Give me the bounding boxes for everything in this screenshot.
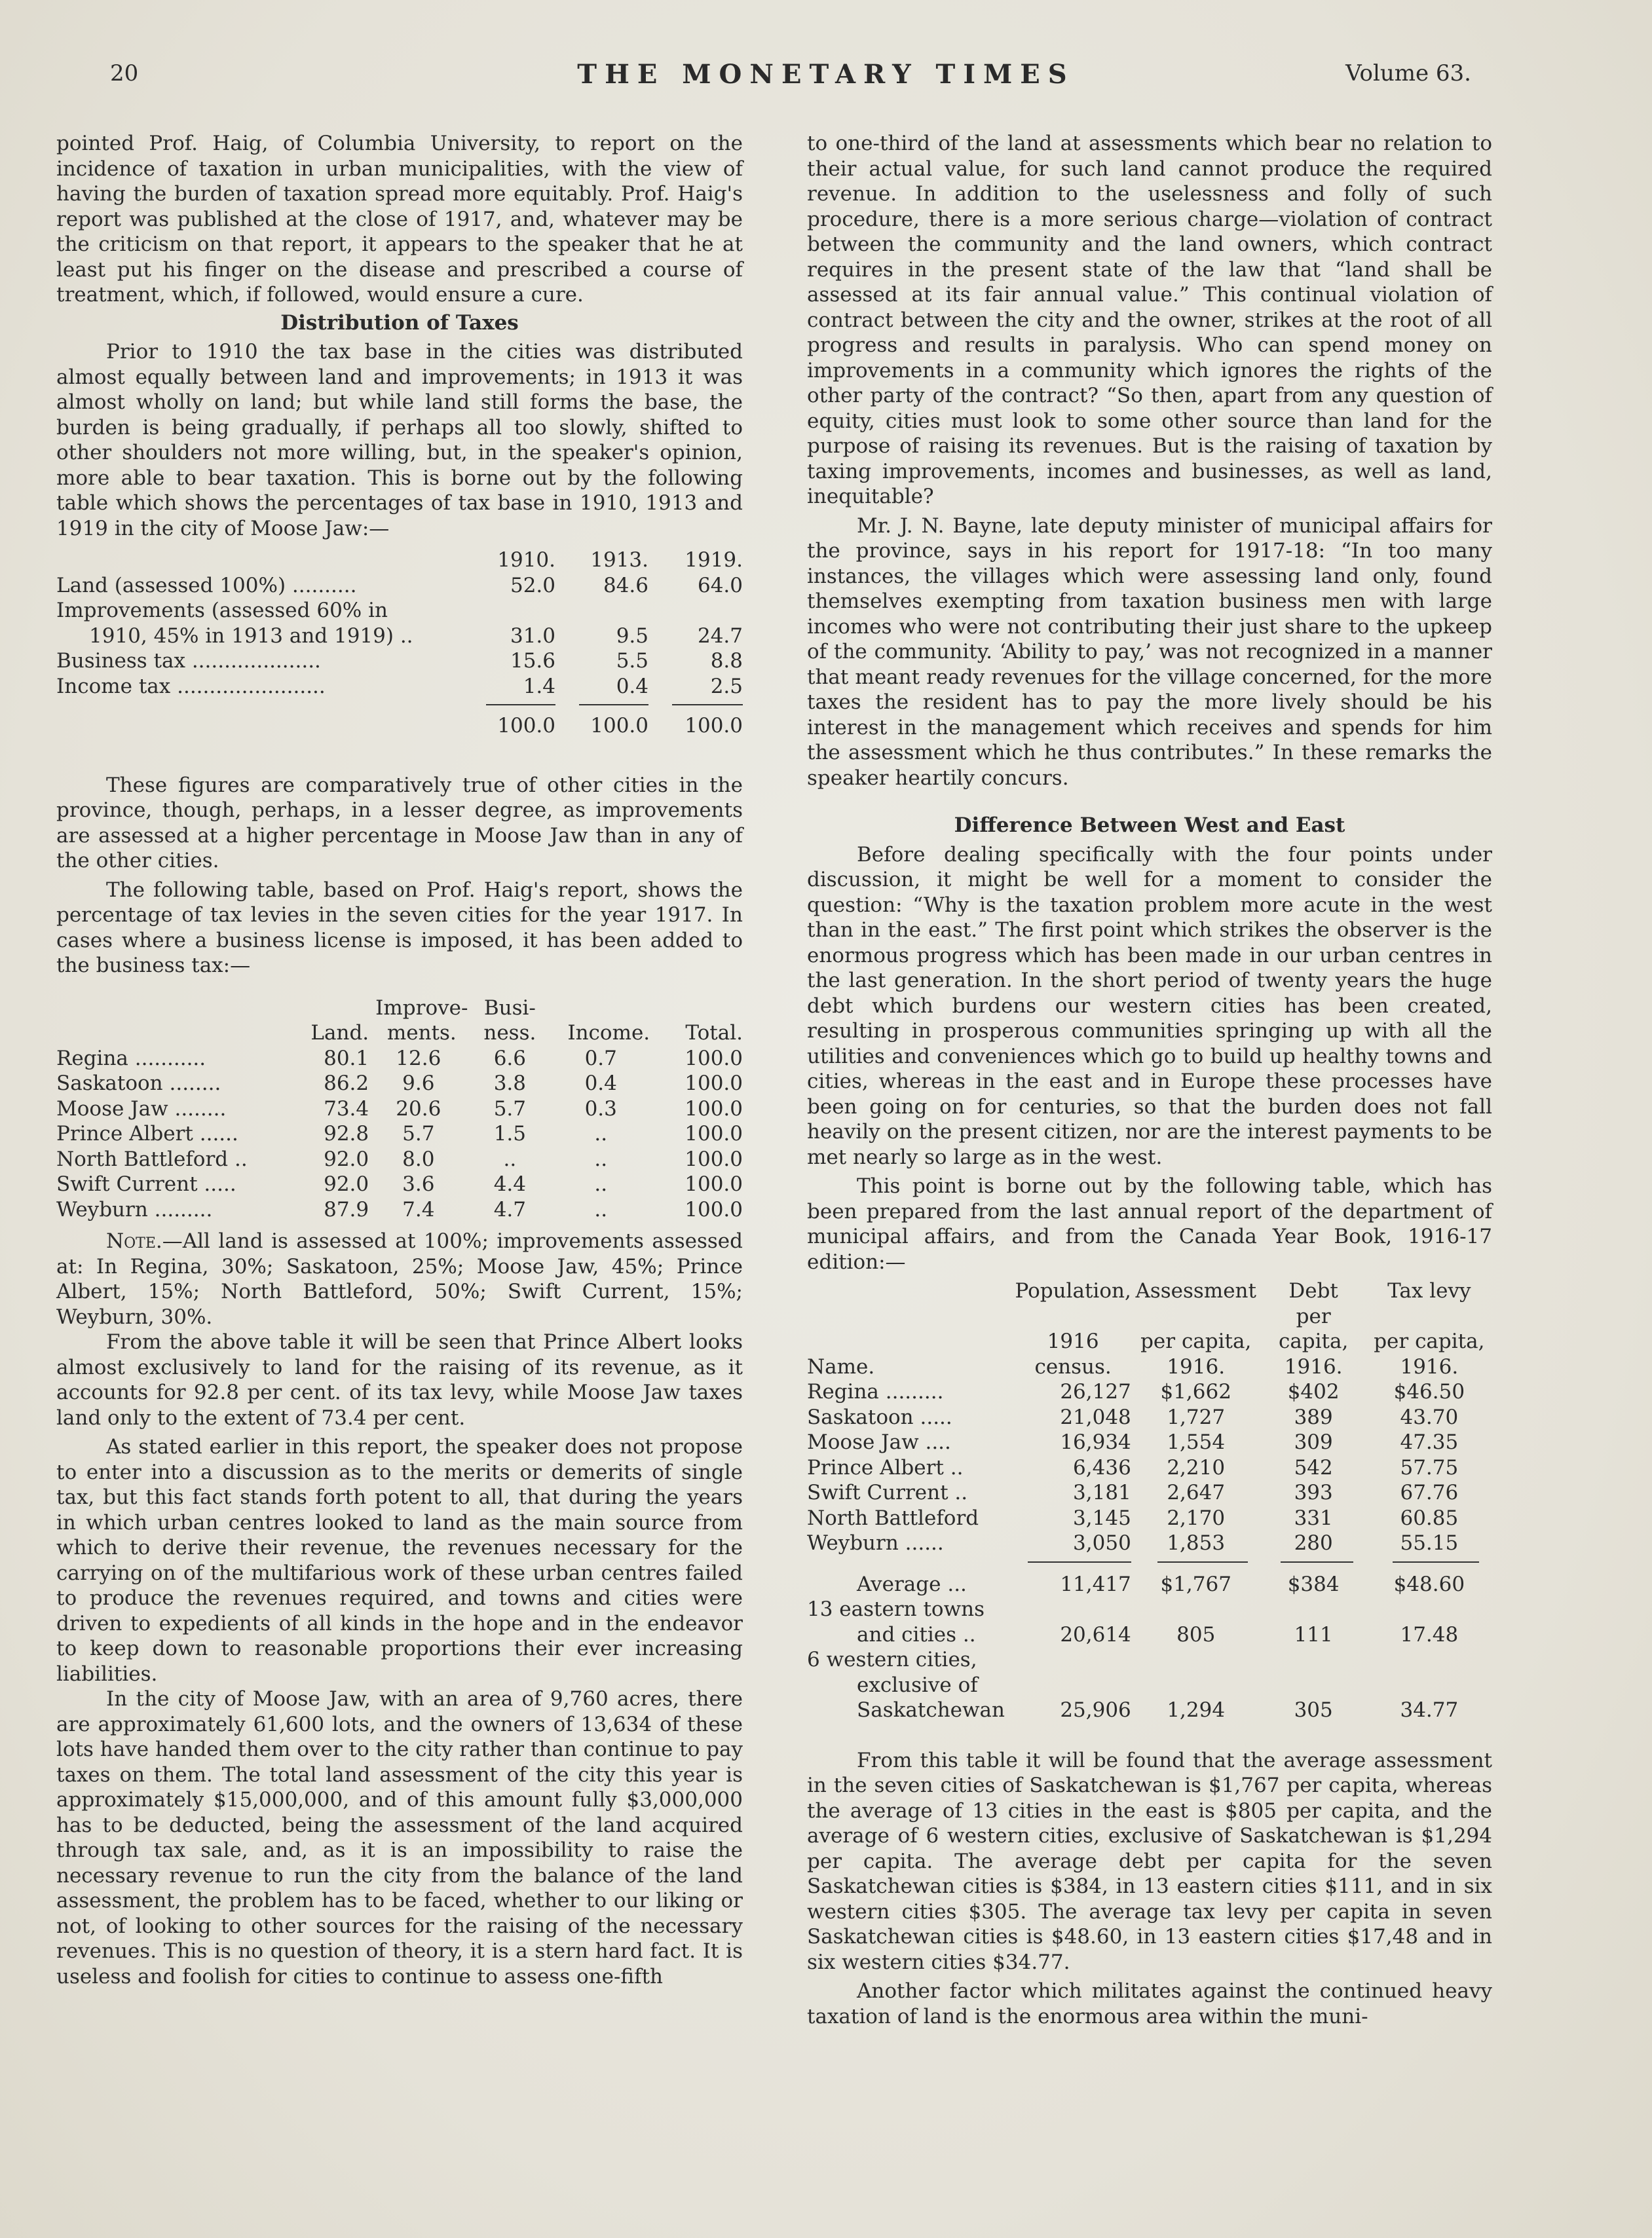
cell: 100.0: [685, 1122, 743, 1146]
cell: 67.76: [1400, 1481, 1459, 1504]
cell: 31.0: [510, 624, 555, 648]
row-label: Weyburn ......: [807, 1531, 944, 1555]
cell: 21,048: [1060, 1405, 1131, 1429]
cell: 9.6: [402, 1072, 435, 1095]
table-row: [56, 1172, 743, 1197]
row-label: exclusive of: [857, 1673, 978, 1697]
table-row: [56, 674, 743, 699]
cell: 2,647: [1167, 1481, 1226, 1504]
section-heading: Distribution of Taxes: [280, 310, 519, 335]
column-header: per capita,: [1278, 1304, 1349, 1353]
page-header: [0, 60, 1652, 100]
paragraph: Another factor which militates against the continued heavy taxation of land is the enormous area within the muni-: [807, 1979, 1492, 2028]
paragraph: Mr. J. N. Bayne, late deputy minister of municipal affairs for the province, says in his report for 1917-18: “In too many instances, the villages which were assessing land only, found themselves exempting from taxation business men with large incomes who were not contributing their just share to the upkeep of the community. ‘Ability to pay,’ was not recognized in a manner that meant ready revenues for the village concerned, for the more taxes the resident has to pay the more lively should be his interest in the management which receives and spends for him the assessment which he thus contributes.” In these remarks the speaker heartily concurs.: [807, 513, 1492, 790]
cell: 393: [1294, 1481, 1333, 1504]
cell: $384: [1287, 1572, 1340, 1596]
row-label: Land (assessed 100%) ..........: [56, 573, 357, 597]
cell: 87.9: [324, 1197, 369, 1222]
cell: 80.1: [324, 1046, 369, 1070]
cell: 111: [1294, 1622, 1333, 1647]
table-row: [807, 1430, 1492, 1455]
cell: 24.7: [697, 624, 743, 648]
cell: 92.0: [324, 1172, 369, 1196]
cell: 0.4: [584, 1072, 617, 1095]
tax-levy-table: [56, 996, 743, 1223]
row-label: Income tax .......................: [56, 674, 326, 698]
paragraph: The following table, based on Prof. Haig's report, shows the percentage of tax levies in the seven cities for the year 1917. In cases where a business license is imposed, it has been added to the business tax:—: [56, 878, 743, 977]
cell: 542: [1294, 1455, 1333, 1480]
paragraph: pointed Prof. Haig, of Columbia University, to report on the incidence of taxation in urban municipalities, with the view of having the burden of taxation spread more equitably. Prof. Haig's report was published at the close of 1917, and, whatever may be the criticism on that report, it appears to the speaker that he at least put his finger on the disease and prescribed a course of treatment, which, if followed, would ensure a cure.: [56, 132, 743, 307]
cell: 1.4: [523, 674, 555, 698]
table-header-row: [56, 996, 743, 1046]
column-header: Population,: [1015, 1279, 1131, 1303]
column-header: 1910.: [497, 548, 555, 572]
cell: 100.0: [685, 714, 743, 737]
table-header-row: [56, 548, 743, 573]
row-label: Prince Albert ......: [56, 1122, 238, 1146]
cell: 34.77: [1400, 1698, 1459, 1722]
table-row: [56, 1197, 743, 1223]
cell: ..: [503, 1147, 517, 1171]
cell: $402: [1287, 1380, 1340, 1404]
row-label: Average ...: [857, 1572, 967, 1596]
cell: ..: [594, 1172, 608, 1196]
table-row: [807, 1480, 1492, 1506]
column-header: Improve- ments.: [375, 996, 468, 1045]
cell: 305: [1294, 1698, 1333, 1722]
cell: 3.6: [402, 1172, 435, 1196]
cell: 47.35: [1400, 1430, 1459, 1454]
note-label: Note.: [106, 1229, 162, 1253]
cell: 1,727: [1167, 1405, 1226, 1429]
table-header-row: [807, 1278, 1492, 1304]
row-label: Prince Albert ..: [807, 1455, 964, 1480]
cell: 100.0: [497, 714, 555, 737]
row-label: and cities ..: [857, 1622, 976, 1647]
column-header: 1913.: [590, 548, 648, 572]
paragraph: Prior to 1910 the tax base in the cities was distributed almost equally between land and improvements; in 1913 it was almost wholly on land; but while land still forms the base, the burden is being gradually, if perhaps all too slowly, shifted to other shoulders not more willing, but, in the speaker's opinion, more able to bear taxation. This is borne out by the following table which shows the percentages of tax base in 1910, 1913 and 1919 in the city of Moose Jaw:—: [56, 340, 743, 540]
column-header: Busi- ness.: [483, 996, 536, 1045]
cell: 17.48: [1400, 1622, 1459, 1647]
volume-label: Volume 63.: [1345, 60, 1471, 86]
column-header: Debt: [1288, 1279, 1338, 1303]
table-row: [56, 1147, 743, 1172]
table-row: [807, 1379, 1492, 1405]
cell: 1,294: [1167, 1698, 1226, 1722]
row-label: 6 western cities,: [807, 1648, 977, 1671]
cell: 1,853: [1167, 1531, 1226, 1555]
table-row: [56, 1096, 743, 1122]
row-label: 1910, 45% in 1913 and 1919) ..: [89, 624, 413, 648]
cell: 4.7: [493, 1197, 527, 1222]
column-header: 1916.: [1284, 1354, 1343, 1379]
table-header-row: [807, 1304, 1492, 1354]
table-row: [56, 1046, 743, 1072]
cell: 86.2: [324, 1072, 369, 1095]
cell: 11,417: [1060, 1572, 1131, 1596]
table-row: [807, 1698, 1492, 1723]
cell: 6.6: [493, 1046, 527, 1070]
paragraph: This point is borne out by the following table, which has been prepared from the last annual report of the department of municipal affairs, and from the Canada Year Book, 1916-17 edition:—: [807, 1174, 1492, 1274]
cell: 331: [1294, 1506, 1333, 1530]
cell: 100.0: [590, 714, 648, 737]
publication-title: THE MONETARY TIMES: [577, 59, 1075, 90]
cell: 280: [1294, 1531, 1333, 1555]
table-row: [807, 1673, 1492, 1698]
row-label: Swift Current ..: [807, 1481, 968, 1504]
paragraph: to one-third of the land at assessments which bear no relation to their actual value, for such land cannot produce the required revenue. In addition to the uselessness and folly of such procedure, there is a more serious charge—violation of contract between the community and the land owners, which contract requires in the present state of the law that “land shall be assessed at its fair annual value.” This continual violation of contract between the city and the owner, strikes at the root of all progress and results in paralysis. Who can spend money on improvements in a community which ignores the rights of the other party of the contract? “So then, apart from any question of equity, cities must look to some other source than land for the purpose of raising its revenues. But is the raising of taxation by taxing improvements, incomes and businesses, as well as land, inequitable?: [807, 132, 1492, 508]
cell: 7.4: [402, 1197, 435, 1222]
cell: 0.7: [584, 1046, 617, 1070]
rule-row: [56, 699, 743, 705]
cell: 57.75: [1400, 1455, 1459, 1480]
cell: 60.85: [1400, 1506, 1459, 1530]
column-header: Assessment: [1135, 1279, 1256, 1303]
cell: 309: [1294, 1430, 1333, 1454]
cell: 100.0: [685, 1172, 743, 1196]
column-header: 1916.: [1167, 1354, 1226, 1379]
cell: 16,934: [1060, 1430, 1131, 1454]
column-header: Total.: [685, 1021, 743, 1045]
cell: 100.0: [685, 1197, 743, 1222]
cell: 2,210: [1167, 1455, 1226, 1480]
cell: 20.6: [396, 1096, 441, 1121]
cell: 3,050: [1073, 1531, 1131, 1555]
left-column: [56, 131, 743, 1989]
column-header: Name.: [807, 1354, 875, 1379]
cell: 26,127: [1060, 1380, 1131, 1404]
table-row: [56, 648, 743, 674]
table-row: [807, 1531, 1492, 1556]
table-row: [807, 1506, 1492, 1531]
cell: $48.60: [1393, 1572, 1465, 1596]
column-header: Income.: [567, 1021, 650, 1045]
cell: 3.8: [493, 1072, 527, 1095]
paragraph: These figures are comparatively true of other cities in the province, though, perhaps, in a lesser degree, as improvements are assessed at a higher percentage in Moose Jaw than in any of the other cities.: [56, 773, 743, 872]
page-number: 20: [110, 60, 139, 86]
column-header: Tax levy: [1387, 1279, 1471, 1303]
cell: 100.0: [685, 1147, 743, 1171]
cell: $1,767: [1160, 1572, 1231, 1596]
per-capita-table: [807, 1278, 1492, 1723]
section-heading: Difference Between West and East: [954, 813, 1345, 837]
cell: 92.0: [324, 1147, 369, 1171]
cell: ..: [594, 1147, 608, 1171]
column-header: census.: [1034, 1354, 1112, 1379]
table-row: [56, 573, 743, 599]
row-label: Moose Jaw ........: [56, 1096, 227, 1121]
right-column: [807, 131, 1492, 2029]
column-header: 1916: [1047, 1330, 1099, 1353]
cell: 15.6: [510, 649, 555, 673]
cell: 92.8: [324, 1122, 369, 1146]
table-row: [807, 1597, 1492, 1622]
table-header-row: [807, 1354, 1492, 1380]
cell: 1,554: [1167, 1430, 1226, 1454]
cell: 2.5: [710, 674, 743, 698]
paragraph: Before dealing specifically with the four points under discussion, it might be well for a moment to consider the question: “Why is the taxation problem more acute in the west than in the east.” The first point which strikes the observer is the enormous progress which has been made in our urban centres in the last generation. In the short period of twenty years the huge debt which burdens our western cities has been created, resulting in prosperous communities springing up with all the utilities and conveniences which go to build up healthy towns and cities, whereas in the east and in Europe these processes have been going on for centuries, so that the burden does not fall heavily on the present citizen, nor are the interest payments to be met nearly so large as in the west.: [807, 842, 1492, 1169]
table-row: [56, 1071, 743, 1096]
paragraph: As stated earlier in this report, the speaker does not propose to enter into a discussion as to the merits or demerits of single tax, but this fact stands forth potent to all, that during the years in which urban centres looked to land as the main source from which to derive their revenue, the revenues necessary for the carrying on of the multifarious work of these urban centres failed to produce the revenues required, and towns and cities were driven to expedients of all kinds in the hope and in the endeavor to keep down to reasonable proportions their ever increasing liabilities.: [56, 1435, 743, 1686]
cell: 9.5: [616, 624, 648, 648]
cell: 5.5: [616, 649, 648, 673]
cell: 0.3: [584, 1096, 617, 1121]
note-text: —All land is assessed at 100%; improvements assessed at: In Regina, 30%; Saskatoon, 25%; Moose Jaw, 45%; Prince Albert, 15%; North Battleford, 50%; Swift Current, 15%; Weyburn, 30%.: [56, 1229, 743, 1329]
row-label: Regina .........: [807, 1380, 944, 1404]
cell: 84.6: [603, 573, 648, 597]
cell: 6,436: [1073, 1455, 1131, 1480]
table-row: [807, 1622, 1492, 1648]
paragraph: From the above table it will be seen that Prince Albert looks almost exclusively to land for the raising of its revenue, as it accounts for 92.8 per cent. of its tax levy, while Moose Jaw taxes land only to the extent of 73.4 per cent.: [56, 1330, 743, 1430]
table-row: [807, 1455, 1492, 1481]
cell: 389: [1294, 1405, 1333, 1429]
cell: 52.0: [510, 573, 555, 597]
table-row: [807, 1405, 1492, 1430]
cell: 8.8: [710, 649, 743, 673]
row-label: Swift Current .....: [56, 1172, 236, 1196]
cell: 20,614: [1060, 1622, 1131, 1647]
tax-base-table: [56, 548, 743, 739]
column-header: 1916.: [1400, 1354, 1459, 1379]
row-label: Saskatoon .....: [807, 1405, 952, 1429]
row-label: Moose Jaw ....: [807, 1430, 951, 1454]
cell: 12.6: [396, 1046, 441, 1070]
cell: 43.70: [1400, 1405, 1459, 1429]
column-header: per capita,: [1140, 1330, 1252, 1353]
cell: 3,145: [1073, 1506, 1131, 1530]
cell: 25,906: [1060, 1698, 1131, 1722]
row-label: North Battleford: [807, 1506, 979, 1530]
cell: $46.50: [1393, 1380, 1465, 1404]
column-header: Land.: [310, 1021, 369, 1045]
row-label: Business tax ....................: [56, 649, 321, 673]
cell: 3,181: [1073, 1481, 1131, 1504]
cell: 100.0: [685, 1072, 743, 1095]
cell: 805: [1176, 1622, 1216, 1647]
column-header: 1919.: [685, 548, 743, 572]
paragraph: In the city of Moose Jaw, with an area of 9,760 acres, there are approximately 61,600 lots, and the owners of 13,634 of these lots have handed them over to the city rather than continue to pay taxes on them. The total land assessment of the city this year is approximately $15,000,000, and of this amount fully $3,000,000 has to be deducted, being the assessment of the land acquired through tax sale, and, as it is an impossibility to raise the necessary revenue to run the city from the balance of the land assessment, the problem has to be faced, whether to our liking or not, of looking to other sources for the raising of the necessary revenues. This is no question of theory, it is a stern hard fact. It is useless and foolish for cities to continue to assess one-fifth: [56, 1687, 743, 1988]
cell: 5.7: [493, 1096, 527, 1121]
row-label: Improvements (assessed 60% in: [56, 599, 388, 622]
row-label: North Battleford ..: [56, 1147, 248, 1171]
row-label: Saskatchewan: [857, 1698, 1005, 1722]
cell: 73.4: [324, 1096, 369, 1121]
cell: 0.4: [616, 674, 648, 698]
row-label: Regina ...........: [56, 1046, 206, 1070]
rule-row: [807, 1556, 1492, 1563]
cell: 5.7: [402, 1122, 435, 1146]
cell: 55.15: [1400, 1531, 1459, 1555]
cell: 1.5: [493, 1122, 527, 1146]
cell: 100.0: [685, 1096, 743, 1121]
cell: 100.0: [685, 1046, 743, 1070]
row-label: Saskatoon ........: [56, 1072, 221, 1095]
cell: 8.0: [402, 1147, 435, 1171]
cell: ..: [594, 1197, 608, 1222]
row-label: 13 eastern towns: [807, 1597, 985, 1621]
cell: 4.4: [493, 1172, 527, 1196]
column-header: per capita,: [1374, 1330, 1485, 1353]
table-row: [807, 1647, 1492, 1673]
cell: ..: [594, 1122, 608, 1146]
paragraph: From this table it will be found that the average assessment in the seven cities of Saskatchewan is $1,767 per capita, whereas the average of 13 cities in the east is $805 per capita, and the average of 6 western cities, exclusive of Saskatchewan is $1,294 per capita. The average debt per capita for the seven Saskatchewan cities is $384, in 13 eastern cities $111, and in six western cities $305. The average tax levy per capita in seven Saskatchewan cities is $48.60, in 13 eastern cities $17,48 and in six western cities $34.77.: [807, 1748, 1492, 1974]
cell: 2,170: [1167, 1506, 1226, 1530]
table-row: [56, 624, 743, 649]
table-row: [56, 1121, 743, 1147]
table-note: [56, 1229, 743, 1330]
row-label: Weyburn .........: [56, 1197, 213, 1222]
cell: 64.0: [697, 573, 743, 597]
cell: $1,662: [1160, 1380, 1231, 1404]
average-row: [807, 1563, 1492, 1597]
totals-row: [56, 705, 743, 739]
table-row: [56, 598, 743, 624]
